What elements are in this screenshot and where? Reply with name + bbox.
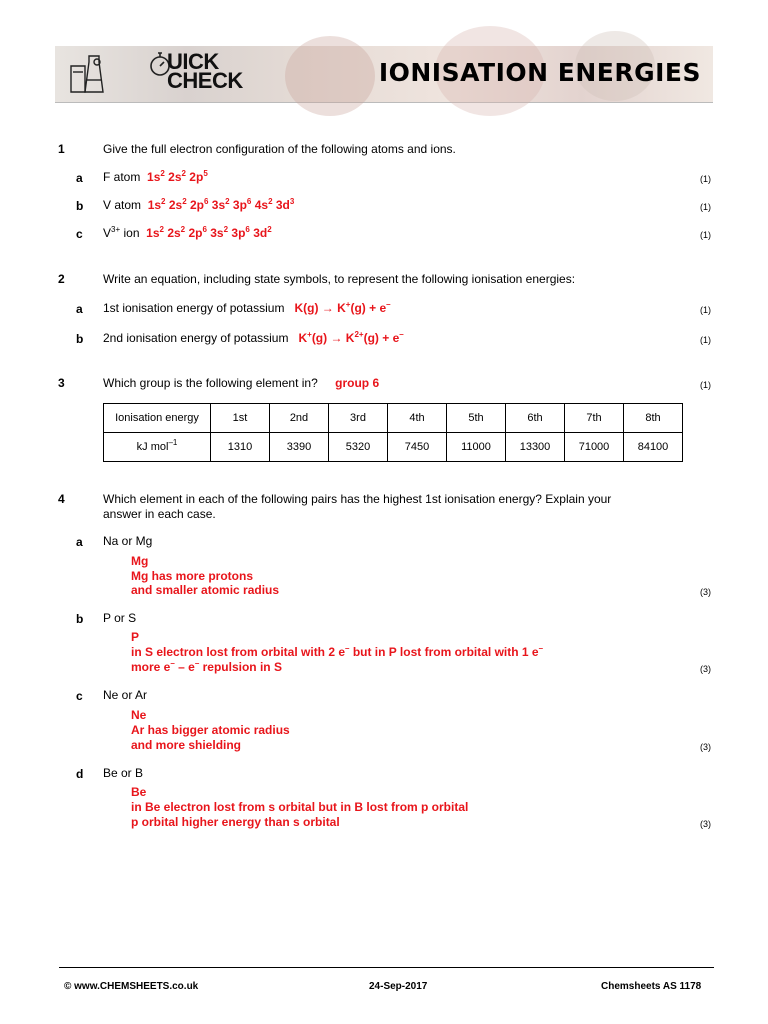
q1c-label-sup: 3+ [111,225,121,234]
q4a-answer-3: and smaller atomic radius [131,583,280,597]
table-row [104,433,683,462]
q1c-mark: (1) [700,230,711,240]
q2a-label: 1st ionisation energy of potassium [103,301,285,315]
q4-text-line1: Which element in each of the following pairs has the highest 1st ionisation energy? Explain your [103,492,612,506]
q1c-letter: c [76,227,83,241]
q4a-answer-2: Mg has more protons [131,569,254,583]
q3-number: 3 [58,376,65,390]
table-header-cell: 5th [447,404,506,433]
table-cell: 5320 [329,433,388,462]
table-cell: 11000 [447,433,506,462]
q4d-answer-1: Be [131,785,147,799]
q1-text: Give the full electron configuration of the following atoms and ions. [103,142,456,156]
q4a-mark: (3) [700,587,711,597]
q4c-answer-1: Ne [131,708,147,722]
q4c-answer-3: and more shielding [131,738,242,752]
lab-glassware-icon [67,52,111,98]
q1b-line [103,198,294,212]
q1b-answer: $1s^2$ $2s^2$ $2p^6$ $3s^2$ $3p^6$ $4s^2$ $3d^3$ [144,197,295,212]
q3-mark: (1) [700,380,711,390]
q2a-line [103,301,391,315]
q4c-answer-2: Ar has bigger atomic radius [131,723,290,737]
table-header-cell: Ionisation energy [104,404,211,433]
q2b-label: 2nd ionisation energy of potassium [103,331,289,345]
table-cell: 71000 [565,433,624,462]
table-header-cell: 8th [624,404,683,433]
table-cell: 7450 [388,433,447,462]
q1a-mark: (1) [700,174,711,184]
q4d-pair: Be or B [103,766,144,780]
table-header-cell: 1st [211,404,270,433]
q4a-pair: Na or Mg [103,534,153,548]
logo-line1: UICK [167,49,219,74]
table-header-cell: 3rd [329,404,388,433]
q4b-answer-1: P [131,630,140,644]
banner-decor [285,36,375,116]
q2-number: 2 [58,272,65,286]
row-label-sup: –1 [168,438,178,447]
q2b-letter: b [76,332,84,346]
table-header-cell: 7th [565,404,624,433]
q1a-letter: a [76,171,83,185]
footer-date: 24-Sep-2017 [369,981,428,992]
q1-number: 1 [58,142,65,156]
q4d-mark: (3) [700,819,711,829]
q2b-mark: (1) [700,335,711,345]
footer-divider [59,967,714,968]
q1c-label-tail: ion [120,226,140,240]
q4-text-line2: answer in each case. [103,507,216,521]
page-title: IONISATION ENERGIES [378,58,701,87]
q1b-label: V atom [103,198,142,212]
q4c-mark: (3) [700,742,711,752]
table-cell: 1310 [211,433,270,462]
footer-sheet-id: Chemsheets AS 1178 [601,981,702,992]
q4-number: 4 [58,492,65,506]
table-header-cell: 6th [506,404,565,433]
table-header-cell: 2nd [270,404,329,433]
q4c-letter: c [76,689,83,703]
logo-line2: CHECK [167,68,243,93]
q2a-mark: (1) [700,305,711,315]
q4d-letter: d [76,767,84,781]
q4b-answer-2: in S electron lost from orbital with 2 e– but in P lost from orbital with 1 e– [131,644,544,659]
q1a-answer: $1s^2$ $2s^2$ $2p^5$ [143,169,208,184]
q2-text: Write an equation, including state symbols, to represent the following ionisation energies: [103,272,576,286]
q4b-answer-3: more e– – e– repulsion in S [131,659,282,674]
q4a-answer-1: Mg [131,554,149,568]
q2b-answer: $K^+(g) \to K^{2+}(g) + e^-$ [291,330,404,345]
q3-line [103,376,379,390]
table-cell: 3390 [270,433,329,462]
q2a-letter: a [76,302,83,316]
q1c-label-base: V [103,226,112,240]
row-label-base: kJ mol [136,441,169,453]
q4c-pair: Ne or Ar [103,688,148,702]
q1c-line [103,226,272,240]
q4b-mark: (3) [700,664,711,674]
table-header-row [104,404,683,433]
q4b-pair: P or S [103,611,137,625]
q1a-line [103,170,208,184]
q4a-letter: a [76,535,83,549]
q3-text: Which group is the following element in? [103,376,318,390]
table-cell: 84100 [624,433,683,462]
table-cell: 13300 [506,433,565,462]
table-row-label [104,433,211,462]
q4d-answer-2: in Be electron lost from s orbital but in B lost from p orbital [131,800,469,814]
q1c-answer: $1s^2$ $2s^2$ $2p^6$ $3s^2$ $3p^6$ $3d^2$ [142,225,272,240]
ionisation-energy-table [103,403,683,462]
table-header-cell: 4th [388,404,447,433]
q1a-label: F atom [103,170,141,184]
q4d-answer-3: p orbital higher energy than s orbital [131,815,340,829]
q3-answer: group 6 [335,376,380,390]
q1b-letter: b [76,199,84,213]
q2b-line [103,331,404,345]
header-banner [55,46,713,103]
q2a-answer: K(g) → K+(g) + e– [287,300,391,315]
q4b-letter: b [76,612,84,626]
footer-copyright: © www.CHEMSHEETS.co.uk [64,981,199,992]
q1b-mark: (1) [700,202,711,212]
quick-check-logo [167,49,243,93]
